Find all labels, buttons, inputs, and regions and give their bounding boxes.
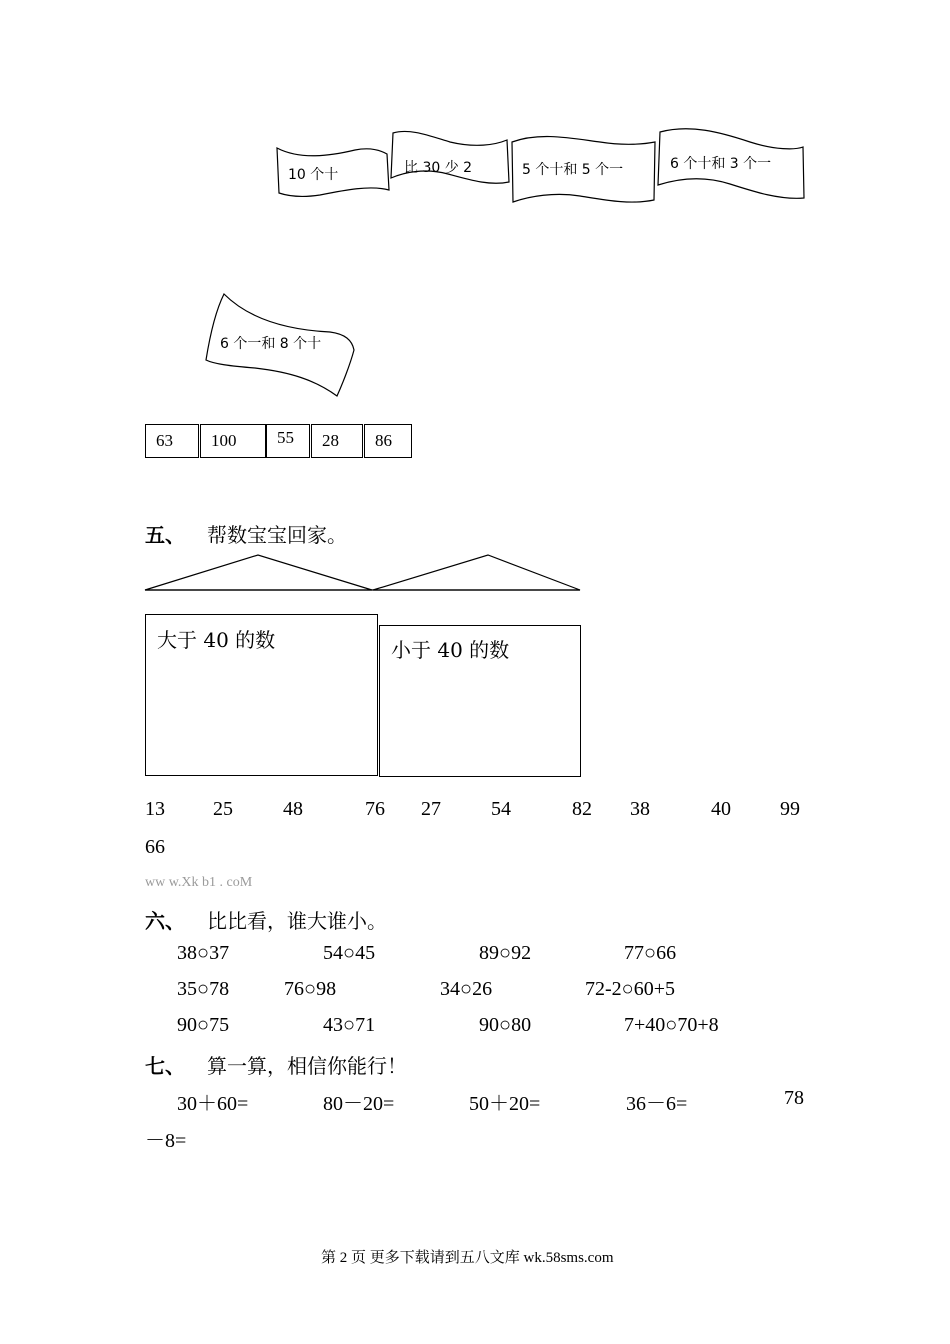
section5-number: 五、 bbox=[145, 523, 185, 547]
section7-number: 七、 bbox=[145, 1054, 185, 1078]
comparison-item: 35○78 bbox=[177, 978, 230, 1000]
number-item: 54 bbox=[491, 798, 511, 820]
comparison-item: 72-2○60+5 bbox=[585, 978, 676, 1000]
banner-1 bbox=[277, 148, 389, 196]
house-roofs bbox=[140, 550, 590, 600]
banner-4-text: 6 个十和 3 个一 bbox=[670, 156, 772, 172]
section7-title: 算一算，相信你能行！ bbox=[207, 1054, 407, 1078]
number-item: 13 bbox=[145, 798, 165, 820]
roof-left bbox=[145, 555, 372, 590]
comparison-item: 38○37 bbox=[177, 942, 230, 964]
greater-than-40-label: 大于 40 的数 bbox=[157, 628, 276, 652]
number-box: 63 bbox=[145, 424, 199, 458]
number-box: 86 bbox=[364, 424, 412, 458]
banner-5-text: 6 个一和 8 个十 bbox=[220, 336, 322, 352]
comparison-item: 77○66 bbox=[624, 942, 677, 964]
banner-3-text: 5 个十和 5 个一 bbox=[522, 162, 624, 178]
comparison-item: 76○98 bbox=[284, 978, 337, 1000]
comparison-item: 89○92 bbox=[479, 942, 532, 964]
number-item: 27 bbox=[421, 798, 441, 820]
calculation-item: 80－20= bbox=[323, 1093, 395, 1115]
section5-heading bbox=[145, 519, 347, 548]
banner-2 bbox=[391, 131, 509, 183]
calculation-item: 30＋60= bbox=[177, 1093, 249, 1115]
section6-heading bbox=[145, 905, 387, 934]
roof-right bbox=[373, 555, 580, 590]
banner-1-text: 10 个十 bbox=[288, 167, 339, 183]
section5-title: 帮数宝宝回家。 bbox=[207, 523, 347, 547]
comparison-item: 90○75 bbox=[177, 1014, 230, 1036]
page-footer: 第 2 页 更多下载请到五八文库 wk.58sms.com bbox=[321, 1250, 614, 1266]
number-item: 76 bbox=[365, 798, 385, 820]
calculation-item: 78 bbox=[784, 1087, 804, 1109]
banner-5 bbox=[206, 294, 354, 396]
number-box: 100 bbox=[200, 424, 266, 458]
comparison-item: 54○45 bbox=[323, 942, 376, 964]
section7-heading bbox=[145, 1050, 407, 1079]
number-box: 28 bbox=[311, 424, 363, 458]
comparison-item: 90○80 bbox=[479, 1014, 532, 1036]
comparison-item: 7+40○70+8 bbox=[624, 1014, 719, 1036]
number-item: 25 bbox=[213, 798, 233, 820]
number-item: 38 bbox=[630, 798, 650, 820]
calculation-item-wrap: －8= bbox=[145, 1130, 187, 1152]
number-box: 55 bbox=[266, 424, 310, 458]
banner-2-text: 比 30 少 2 bbox=[404, 160, 473, 176]
less-than-40-label: 小于 40 的数 bbox=[391, 638, 510, 662]
less-than-40-box bbox=[379, 625, 581, 777]
number-item: 66 bbox=[145, 836, 165, 858]
calculation-item: 50＋20= bbox=[469, 1093, 541, 1115]
comparison-item: 43○71 bbox=[323, 1014, 376, 1036]
comparison-item: 34○26 bbox=[440, 978, 493, 1000]
number-item: 82 bbox=[572, 798, 592, 820]
watermark: ww w.Xk b1 . coM bbox=[145, 875, 253, 890]
section6-title: 比比看，谁大谁小。 bbox=[207, 909, 387, 933]
calculation-item: 36－6= bbox=[626, 1093, 688, 1115]
number-item: 40 bbox=[711, 798, 731, 820]
banner-3 bbox=[512, 137, 655, 203]
section6-number: 六、 bbox=[145, 909, 185, 933]
number-item: 48 bbox=[283, 798, 303, 820]
banner-4 bbox=[658, 129, 804, 199]
greater-than-40-box bbox=[145, 614, 378, 776]
number-item: 99 bbox=[780, 798, 800, 820]
banner-row bbox=[0, 0, 950, 420]
